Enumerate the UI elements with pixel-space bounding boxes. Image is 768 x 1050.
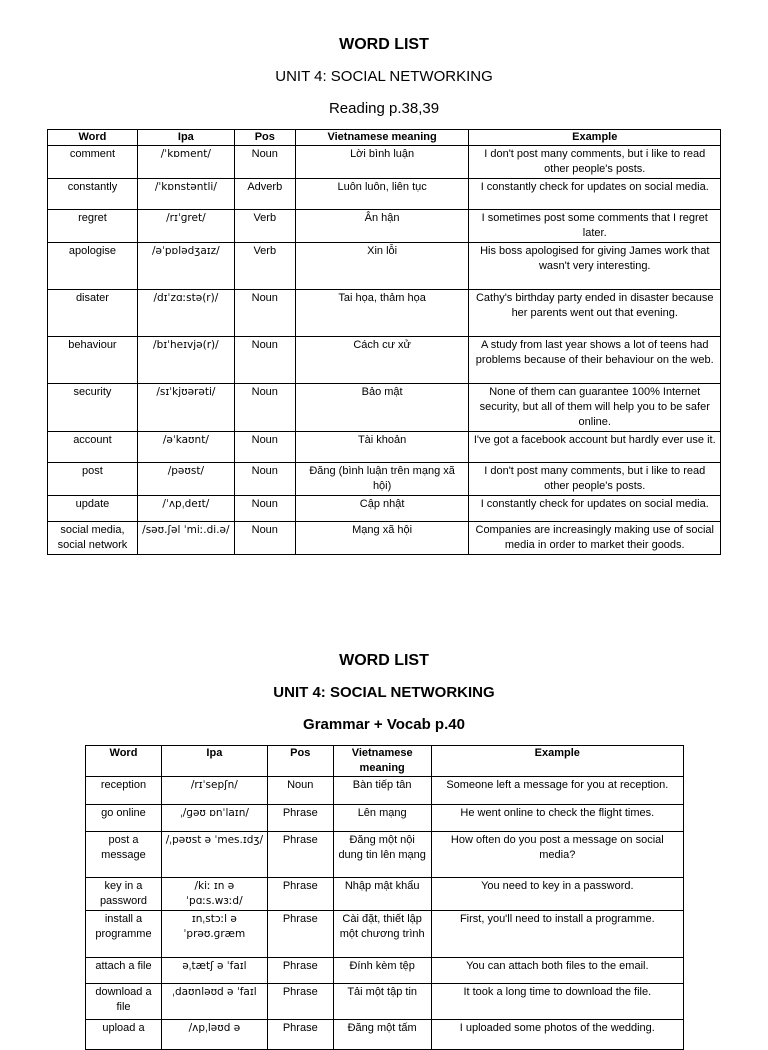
table-row bbox=[48, 243, 721, 290]
cell-meaning: Đăng (bình luận trên mạng xã hội) bbox=[295, 463, 469, 496]
cell-example: His boss apologised for giving James work that wasn't very interesting. bbox=[469, 243, 721, 290]
cell-example: Companies are increasingly making use of social media in order to market their goods. bbox=[469, 522, 721, 555]
cell-meaning: Lời bình luận bbox=[295, 146, 469, 179]
cell-ipa: /kiː ɪn ə ˈpɑːs.wɜːd/ bbox=[161, 878, 267, 911]
header-pos: Pos bbox=[234, 130, 295, 146]
cell-pos: Phrase bbox=[267, 984, 333, 1020]
cell-pos: Phrase bbox=[267, 958, 333, 984]
cell-word: download a file bbox=[86, 984, 162, 1020]
cell-word: constantly bbox=[48, 179, 138, 210]
table-row bbox=[48, 432, 721, 463]
cell-example: I don't post many comments, but i like to read other people's posts. bbox=[469, 146, 721, 179]
cell-meaning: Mạng xã hội bbox=[295, 522, 469, 555]
cell-pos: Verb bbox=[234, 243, 295, 290]
cell-meaning: Cài đặt, thiết lập một chương trình bbox=[333, 911, 431, 958]
header-meaning: Vietnamese meaning bbox=[333, 746, 431, 777]
cell-ipa: ˌ/ɡəʊ ɒnˈlaɪn/ bbox=[161, 805, 267, 832]
cell-example: I constantly check for updates on social media. bbox=[469, 496, 721, 522]
cell-pos: Noun bbox=[234, 146, 295, 179]
cell-word: upload a bbox=[86, 1020, 162, 1050]
cell-ipa: /pəʊst/ bbox=[137, 463, 234, 496]
cell-example: You need to key in a password. bbox=[431, 878, 683, 911]
cell-example: I sometimes post some comments that I regret later. bbox=[469, 210, 721, 243]
table-row bbox=[86, 832, 684, 878]
cell-pos: Phrase bbox=[267, 878, 333, 911]
cell-pos: Phrase bbox=[267, 911, 333, 958]
cell-word: apologise bbox=[48, 243, 138, 290]
table-row bbox=[48, 179, 721, 210]
cell-ipa: /əˈkaʊnt/ bbox=[137, 432, 234, 463]
table-row bbox=[48, 146, 721, 179]
table-row bbox=[48, 522, 721, 555]
table-row bbox=[48, 337, 721, 384]
cell-example: He went online to check the flight times. bbox=[431, 805, 683, 832]
cell-example: I don't post many comments, but i like to read other people's posts. bbox=[469, 463, 721, 496]
table-row bbox=[48, 496, 721, 522]
cell-pos: Noun bbox=[234, 522, 295, 555]
cell-meaning: Nhập mật khẩu bbox=[333, 878, 431, 911]
cell-meaning: Tải một tập tin bbox=[333, 984, 431, 1020]
cell-meaning: Tài khoản bbox=[295, 432, 469, 463]
cell-meaning: Bảo mật bbox=[295, 384, 469, 432]
cell-ipa: ˌdaʊnləʊd ə ˈfaɪl bbox=[161, 984, 267, 1020]
cell-example: Cathy's birthday party ended in disaster because her parents went out that evening. bbox=[469, 290, 721, 337]
header-ipa: Ipa bbox=[161, 746, 267, 777]
cell-word: reception bbox=[86, 777, 162, 805]
table-row bbox=[48, 210, 721, 243]
cell-meaning: Xin lỗi bbox=[295, 243, 469, 290]
cell-word: install a programme bbox=[86, 911, 162, 958]
table-row bbox=[86, 984, 684, 1020]
cell-pos: Noun bbox=[234, 384, 295, 432]
table-row bbox=[48, 384, 721, 432]
cell-pos: Verb bbox=[234, 210, 295, 243]
header-example: Example bbox=[431, 746, 683, 777]
cell-example: None of them can guarantee 100% Internet security, but all of them will help you to be safer online. bbox=[469, 384, 721, 432]
cell-pos: Noun bbox=[234, 432, 295, 463]
cell-word: regret bbox=[48, 210, 138, 243]
cell-word: behaviour bbox=[48, 337, 138, 384]
table-row bbox=[48, 290, 721, 337]
header-word: Word bbox=[86, 746, 162, 777]
cell-meaning: Lên mạng bbox=[333, 805, 431, 832]
cell-ipa: /sɪˈkjʊərəti/ bbox=[137, 384, 234, 432]
cell-meaning: Luôn luôn, liên tục bbox=[295, 179, 469, 210]
section2-unit: UNIT 4: SOCIAL NETWORKING bbox=[273, 684, 495, 701]
cell-example: I constantly check for updates on social media. bbox=[469, 179, 721, 210]
word-table-reading bbox=[47, 129, 721, 555]
table-header-row bbox=[86, 746, 684, 777]
cell-ipa: /ˈkɒnstəntli/ bbox=[137, 179, 234, 210]
cell-ipa: /ˌpəʊst ə ˈmes.ɪdʒ/ bbox=[161, 832, 267, 878]
cell-word: go online bbox=[86, 805, 162, 832]
header-pos: Pos bbox=[267, 746, 333, 777]
table-row bbox=[86, 958, 684, 984]
cell-word: post a message bbox=[86, 832, 162, 878]
cell-pos: Noun bbox=[234, 290, 295, 337]
table-row bbox=[86, 911, 684, 958]
cell-meaning: Đăng một tấm bbox=[333, 1020, 431, 1050]
header-example: Example bbox=[469, 130, 721, 146]
cell-example: How often do you post a message on social media? bbox=[431, 832, 683, 878]
cell-pos: Noun bbox=[234, 463, 295, 496]
cell-meaning: Cách cư xử bbox=[295, 337, 469, 384]
cell-example: I uploaded some photos of the wedding. bbox=[431, 1020, 683, 1050]
cell-ipa: /səʊ.ʃəl ˈmiː.di.ə/ bbox=[137, 522, 234, 555]
header-ipa: Ipa bbox=[137, 130, 234, 146]
cell-word: attach a file bbox=[86, 958, 162, 984]
section1-unit: UNIT 4: SOCIAL NETWORKING bbox=[275, 68, 493, 85]
cell-pos: Noun bbox=[234, 337, 295, 384]
cell-meaning: Tai họa, thảm họa bbox=[295, 290, 469, 337]
cell-example: It took a long time to download the file. bbox=[431, 984, 683, 1020]
cell-example: First, you'll need to install a programme. bbox=[431, 911, 683, 958]
cell-ipa: /rɪˈɡret/ bbox=[137, 210, 234, 243]
cell-ipa: /ˈkɒment/ bbox=[137, 146, 234, 179]
cell-ipa: /dɪˈzɑːstə(r)/ bbox=[137, 290, 234, 337]
header-word: Word bbox=[48, 130, 138, 146]
cell-ipa: /rɪˈsepʃn/ bbox=[161, 777, 267, 805]
section2-subtitle: Grammar + Vocab p.40 bbox=[303, 716, 465, 733]
cell-meaning: Bàn tiếp tân bbox=[333, 777, 431, 805]
cell-word: social media, social network bbox=[48, 522, 138, 555]
cell-ipa: /ˈʌpˌdeɪt/ bbox=[137, 496, 234, 522]
cell-word: security bbox=[48, 384, 138, 432]
cell-example: A study from last year shows a lot of teens had problems because of their behaviour on the web. bbox=[469, 337, 721, 384]
cell-pos: Noun bbox=[267, 777, 333, 805]
cell-word: post bbox=[48, 463, 138, 496]
table-row bbox=[86, 777, 684, 805]
cell-meaning: Đăng một nội dung tin lên mạng bbox=[333, 832, 431, 878]
cell-pos: Phrase bbox=[267, 805, 333, 832]
table-row bbox=[86, 805, 684, 832]
cell-word: account bbox=[48, 432, 138, 463]
cell-pos: Phrase bbox=[267, 1020, 333, 1050]
cell-word: disater bbox=[48, 290, 138, 337]
cell-ipa: ɪnˌstɔːl ə ˈprəʊ.ɡræm bbox=[161, 911, 267, 958]
cell-pos: Phrase bbox=[267, 832, 333, 878]
cell-example: I've got a facebook account but hardly ever use it. bbox=[469, 432, 721, 463]
table-row bbox=[48, 463, 721, 496]
cell-ipa: /əˈpɒlədʒaɪz/ bbox=[137, 243, 234, 290]
header-meaning: Vietnamese meaning bbox=[295, 130, 469, 146]
section2-title: WORD LIST bbox=[339, 652, 429, 669]
cell-meaning: Ân hận bbox=[295, 210, 469, 243]
cell-word: update bbox=[48, 496, 138, 522]
cell-word: key in a password bbox=[86, 878, 162, 911]
table-header-row bbox=[48, 130, 721, 146]
table-row bbox=[86, 1020, 684, 1050]
cell-word: comment bbox=[48, 146, 138, 179]
cell-pos: Noun bbox=[234, 496, 295, 522]
cell-ipa: /ʌpˌləʊd ə bbox=[161, 1020, 267, 1050]
cell-example: Someone left a message for you at reception. bbox=[431, 777, 683, 805]
word-table-grammar bbox=[85, 745, 684, 1050]
section1-title: WORD LIST bbox=[339, 36, 429, 53]
cell-pos: Adverb bbox=[234, 179, 295, 210]
cell-meaning: Cập nhật bbox=[295, 496, 469, 522]
cell-example: You can attach both files to the email. bbox=[431, 958, 683, 984]
cell-ipa: /bɪˈheɪvjə(r)/ bbox=[137, 337, 234, 384]
cell-meaning: Đính kèm tệp bbox=[333, 958, 431, 984]
section1-subtitle: Reading p.38,39 bbox=[328, 100, 440, 117]
cell-ipa: əˌtætʃ ə ˈfaɪl bbox=[161, 958, 267, 984]
table-row bbox=[86, 878, 684, 911]
